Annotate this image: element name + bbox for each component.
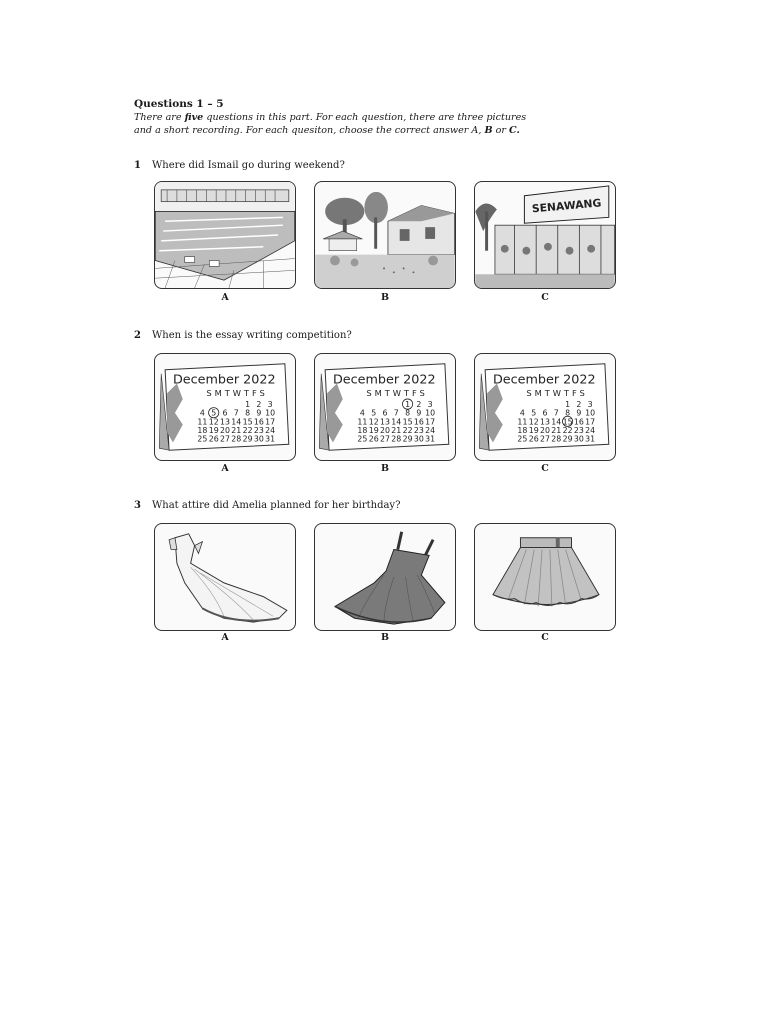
calendar-day: 27 [220, 434, 230, 444]
option-letter-c: C [541, 292, 549, 303]
calendar-day: 28 [551, 434, 562, 444]
calendar-day: 18 [357, 425, 368, 435]
calendar-day: 29 [562, 434, 573, 444]
q3-option-a-long-dress-image[interactable] [154, 523, 296, 631]
calendar-day: 14 [231, 417, 242, 427]
calendar-day: 15 [242, 417, 253, 427]
calendar-day: 31 [425, 434, 436, 444]
instr-text-2a: and a short recording. For each quesiton, choose the correct answer A, [134, 124, 485, 136]
question-text: When is the essay writing competition? [152, 330, 352, 341]
calendar-month: December [332, 372, 400, 388]
instr-text-2b: B [484, 124, 493, 136]
calendar-day: 25 [197, 434, 208, 444]
calendar-day: 22 [242, 425, 253, 435]
calendar-day: 12 [368, 417, 379, 427]
calendar-day: 16 [413, 417, 424, 427]
calendar-day: 24 [265, 425, 276, 435]
calendar-day: 22 [562, 425, 573, 435]
calendar-day: 18 [197, 425, 208, 435]
calendar-day: 28 [391, 434, 402, 444]
question-text: What attire did Amelia planned for her birthday? [152, 500, 401, 511]
option-letter-c: C [541, 632, 549, 643]
q2-option-b-calendar-image[interactable] [314, 353, 456, 461]
calendar-days-header: SMTWTFS [366, 388, 428, 399]
question-number: 3 [134, 500, 141, 511]
q3-option-c-skirt-image[interactable] [474, 523, 616, 631]
calendar-day: 7 [553, 408, 559, 418]
calendar-day: 24 [425, 425, 436, 435]
calendar-day: 10 [265, 408, 276, 418]
calendar-day: 22 [402, 425, 413, 435]
calendar-day: 2 [256, 400, 262, 409]
calendar-day: 6 [542, 408, 548, 418]
calendar-day: 27 [380, 434, 390, 444]
calendar-day: 30 [253, 434, 264, 444]
calendar-day: 26 [368, 434, 379, 444]
instr-text-1c: questions in this part. For each question, there are three pictures [203, 112, 527, 123]
q3-option-b-pinafore-dress-image[interactable] [314, 523, 456, 631]
option-letter-b: B [380, 463, 390, 474]
option-letter-c: C [541, 463, 549, 474]
calendar-day: 6 [222, 408, 228, 418]
svg-text:December 2022 [493, 372, 596, 387]
calendar-day: 7 [233, 408, 239, 418]
calendar-day: 9 [256, 408, 262, 418]
question-text: Where did Ismail go during weekend? [152, 160, 345, 171]
calendar-day: 17 [585, 417, 596, 427]
calendar-day: 2 [576, 400, 582, 409]
calendar-day: 5 [371, 408, 377, 418]
calendar-day: 20 [380, 425, 390, 435]
calendar-day: 23 [413, 425, 424, 435]
instructions-text [134, 112, 554, 137]
calendar-day: 5 [211, 408, 217, 418]
calendar-day: 14 [551, 417, 562, 427]
svg-text:December 2022 [173, 372, 276, 387]
q1-option-b-resort-image[interactable] [314, 181, 456, 289]
calendar-day: 29 [402, 434, 413, 444]
section-title: Questions 1 – 5 [134, 98, 224, 110]
calendar-day: 25 [357, 434, 368, 444]
calendar-year: 2022 [563, 372, 596, 388]
calendar-day: 9 [576, 408, 582, 418]
calendar-day: 5 [531, 408, 537, 418]
calendar-day: 27 [540, 434, 550, 444]
calendar-day: 13 [380, 417, 390, 427]
calendar-day: 12 [208, 417, 219, 427]
calendar-day: 13 [220, 417, 230, 427]
calendar-day: 3 [267, 400, 273, 409]
calendar-day: 26 [528, 434, 539, 444]
instr-text-1b: five [184, 112, 204, 123]
calendar-day: 23 [253, 425, 264, 435]
calendar-day: 30 [573, 434, 584, 444]
calendar-day: 14 [391, 417, 402, 427]
calendar-day: 12 [528, 417, 539, 427]
instr-text-1a: There are [134, 112, 185, 123]
calendar-day: 29 [242, 434, 253, 444]
calendar-days-header: SMTWTFS [526, 388, 588, 399]
calendar-day: 21 [551, 425, 562, 435]
calendar-day: 15 [562, 417, 573, 427]
calendar-day: 4 [199, 408, 205, 418]
option-letter-a: A [221, 463, 229, 474]
instr-text-2c: or [492, 124, 510, 136]
calendar-day: 11 [517, 417, 528, 427]
calendar-day: 23 [573, 425, 584, 435]
instr-text-2d: C. [509, 124, 520, 136]
calendar-day: 17 [425, 417, 436, 427]
option-letter-a: A [221, 632, 229, 643]
calendar-day: 2 [416, 400, 422, 409]
calendar-day: 21 [391, 425, 402, 435]
calendar-day: 9 [416, 408, 422, 418]
question-2 [134, 330, 352, 341]
calendar-day: 18 [517, 425, 528, 435]
calendar-day: 13 [540, 417, 550, 427]
calendar-day: 6 [382, 408, 388, 418]
calendar-day: 19 [208, 425, 219, 435]
instructions-block [134, 98, 554, 137]
calendar-day: 8 [565, 408, 571, 418]
calendar-day: 31 [265, 434, 276, 444]
calendar-day: 1 [405, 400, 411, 409]
calendar-day: 10 [425, 408, 436, 418]
calendar-day: 11 [197, 417, 208, 427]
calendar-day: 4 [359, 408, 365, 418]
calendar-day: 7 [393, 408, 399, 418]
calendar-day: 3 [587, 400, 593, 409]
calendar-day: 20 [540, 425, 550, 435]
calendar-day: 28 [231, 434, 242, 444]
question-number: 1 [134, 160, 141, 171]
senawang-sign-text: SENAWANG [531, 196, 602, 216]
calendar-days-header: SMTWTFS [206, 388, 268, 399]
calendar-day: 1 [565, 400, 571, 409]
calendar-day: 10 [585, 408, 596, 418]
option-letter-b: B [380, 632, 390, 643]
question-3 [134, 500, 400, 511]
calendar-day: 19 [528, 425, 539, 435]
calendar-day: 8 [405, 408, 411, 418]
calendar-month: December [492, 372, 560, 388]
calendar-day: 26 [208, 434, 219, 444]
calendar-day: 31 [585, 434, 596, 444]
calendar-day: 21 [231, 425, 242, 435]
option-letter-b: B [380, 292, 390, 303]
option-letter-a: A [221, 292, 229, 303]
calendar-day: 16 [253, 417, 264, 427]
question-1 [134, 160, 345, 171]
calendar-day: 24 [585, 425, 596, 435]
calendar-day: 4 [519, 408, 525, 418]
q2-option-c-calendar-image[interactable] [474, 353, 616, 461]
q1-option-c-restaurant-image[interactable] [474, 181, 616, 289]
calendar-day: 8 [245, 408, 251, 418]
calendar-day: 1 [245, 400, 251, 409]
calendar-year: 2022 [403, 372, 436, 388]
q2-option-a-calendar-image[interactable] [154, 353, 296, 461]
calendar-day: 17 [265, 417, 276, 427]
calendar-day: 15 [402, 417, 413, 427]
calendar-day: 20 [220, 425, 230, 435]
q1-option-a-swimming-pool-image[interactable] [154, 181, 296, 289]
calendar-day: 19 [368, 425, 379, 435]
calendar-month: December [172, 372, 240, 388]
calendar-year: 2022 [243, 372, 276, 388]
calendar-day: 3 [427, 400, 433, 409]
question-number: 2 [134, 330, 141, 341]
calendar-day: 25 [517, 434, 528, 444]
calendar-day: 16 [573, 417, 584, 427]
svg-text:December 2022 [333, 372, 436, 387]
calendar-day: 11 [357, 417, 368, 427]
calendar-day: 30 [413, 434, 424, 444]
